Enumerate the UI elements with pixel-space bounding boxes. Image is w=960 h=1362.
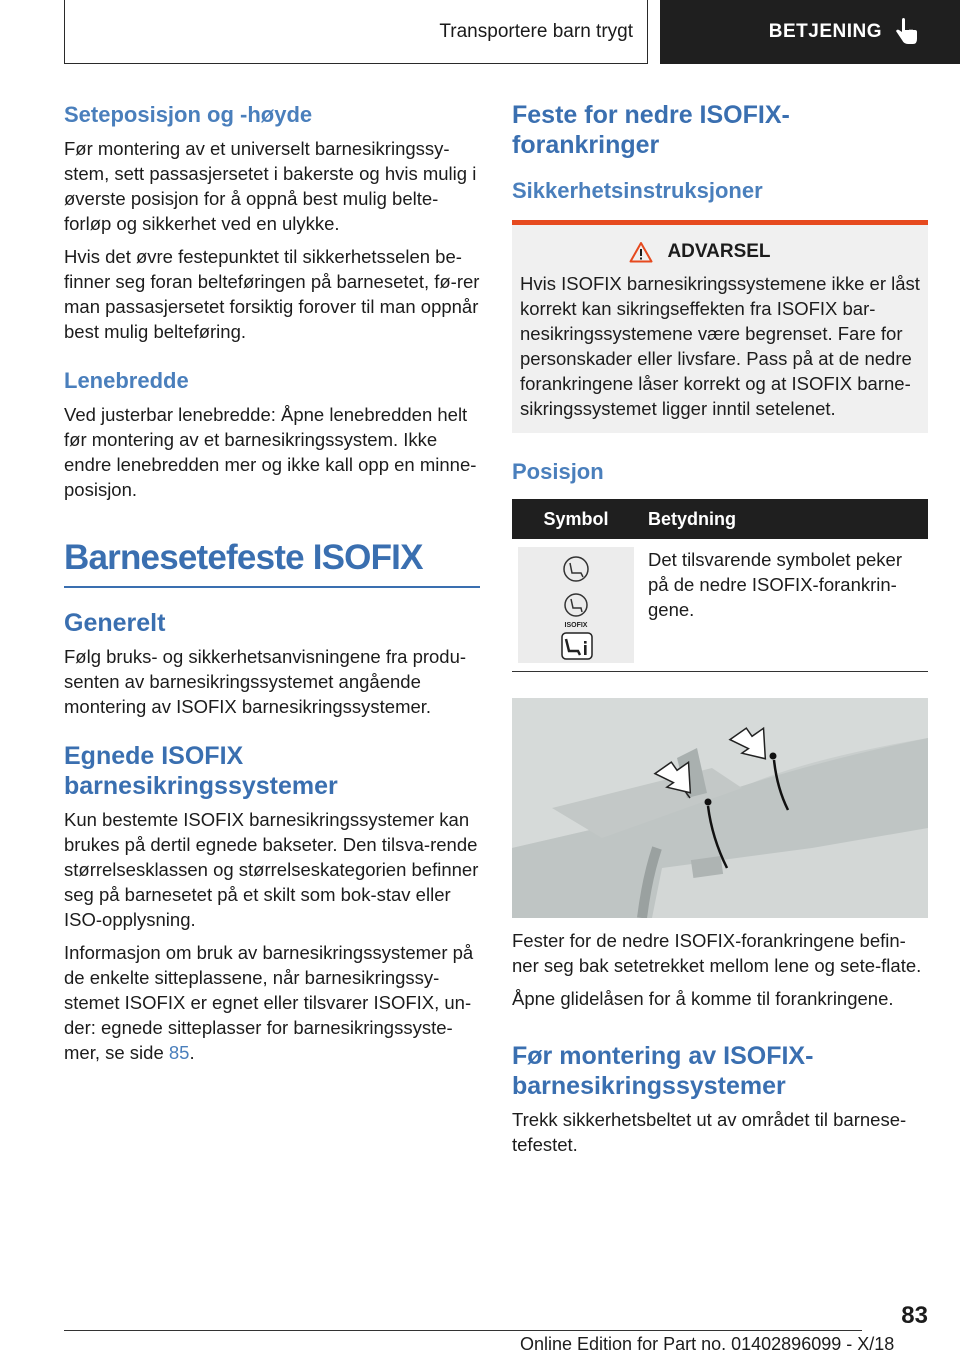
right-column	[512, 100, 928, 1165]
heading-seteposisjon: Seteposisjon og -høyde	[64, 102, 313, 127]
heading-sikkerhet: Sikkerhetsinstruksjoner	[512, 178, 763, 203]
table-row	[512, 539, 928, 672]
warning-triangle-icon	[629, 241, 653, 263]
warning-text: Hvis ISOFIX barnesikringssystemene ikke er låst korrekt kan sikringseffekten fra ISOFIX bar-nesikringssystemene være begrenset. Fare for personskader eller livsfare. Pass på at de nedre forankringene låser korrekt og at ISOFIX barne-sikringssystemet ligger inntil setelenet.	[520, 273, 920, 419]
heading-lenebredde: Lenebredde	[64, 368, 189, 393]
photo-caption: Fester for de nedre ISOFIX-forankringene befin-ner seg bak setetrekket mellom lene og sete-flate.	[512, 930, 922, 976]
footer-rule	[64, 1330, 862, 1331]
paragraph: Ved justerbar lenebredde: Åpne lenebredden helt før montering av et barnesikringssystem. Ikke endre lenebredden mer og ikke kall opp en minne-posisjon.	[64, 404, 477, 500]
paragraph: Før montering av et universelt barnesikringssy-stem, sett passasjersetet i bakerste og hvis mulig i øverste posisjon for å oppnå best mulig belte-forløp og sikkerhet ved en ulykke.	[64, 138, 477, 234]
isofix-seat-icon	[518, 547, 634, 663]
meaning-cell: Det tilsvarende symbolet peker på de nedre ISOFIX-forankrin-gene.	[640, 539, 928, 672]
svg-text:ISOFIX: ISOFIX	[564, 622, 588, 629]
section-tab	[64, 0, 648, 64]
heading-isofix: Barnesetefeste ISOFIX	[64, 538, 423, 577]
page-number: 83	[901, 1302, 928, 1329]
isofix-symbols	[518, 547, 634, 663]
warning-box	[512, 220, 928, 433]
heading-posisjon: Posisjon	[512, 459, 604, 484]
seat-anchor-photo	[512, 698, 928, 918]
heading-feste: Feste for nedre ISOFIX-forankringer	[512, 101, 790, 159]
photo-caption: Åpne glidelåsen for å komme til forankringene.	[512, 988, 894, 1009]
left-column	[64, 100, 480, 1073]
section-title: Transportere barn trygt	[439, 20, 633, 42]
heading-for-montering: Før montering av ISOFIX-barnesikringssystemer	[512, 1042, 814, 1100]
page-link[interactable]: 85	[168, 1042, 190, 1063]
paragraph: Hvis det øvre festepunktet til sikkerhetsselen be-finner seg foran belteføringen på barnesetet, fø-rer man passasjersetet forsiktig forover til man oppnår best mulig belteføring.	[64, 246, 480, 342]
table-header-betydning: Betydning	[640, 499, 928, 539]
seat-illustration	[512, 698, 928, 918]
warning-title: ADVARSEL	[520, 241, 920, 263]
heading-generelt: Generelt	[64, 609, 166, 637]
chapter-title: BETJENING	[768, 21, 882, 42]
symbol-cell	[512, 539, 640, 672]
table-header-symbol: Symbol	[512, 499, 640, 539]
paragraph: Kun bestemte ISOFIX barnesikringssystemer kan brukes på dertil egnede bakseter. Den tilsva-rende størrelsesklassen og størrelseskategorien befinner seg på barnesetet på et skilt som bok-stav eller ISO-opplysning.	[64, 809, 479, 930]
hand-pointer-icon	[894, 18, 920, 46]
heading-rule	[64, 586, 480, 588]
heading-egnede: Egnede ISOFIX barnesikringssystemer	[64, 742, 338, 800]
symbol-table	[512, 499, 928, 672]
paragraph: Følg bruks- og sikkerhetsanvisningene fra produ-senten av barnesikringssystemet angående montering av ISOFIX barnesikringssystemer.	[64, 646, 467, 717]
chapter-tab	[660, 0, 960, 64]
footer-edition: Online Edition for Part no. 01402896099 - X/18	[520, 1334, 895, 1354]
paragraph: Informasjon om bruk av barnesikringssystemer på de enkelte sitteplassene, når barnesikringssy-stemet ISOFIX er egnet eller tilsvarer ISOFIX, un-der: egnede sitteplasser for barnesikringssyste-mer, se side 85.	[64, 942, 474, 1063]
paragraph: Trekk sikkerhetsbeltet ut av området til barnese-tefestet.	[512, 1109, 907, 1155]
